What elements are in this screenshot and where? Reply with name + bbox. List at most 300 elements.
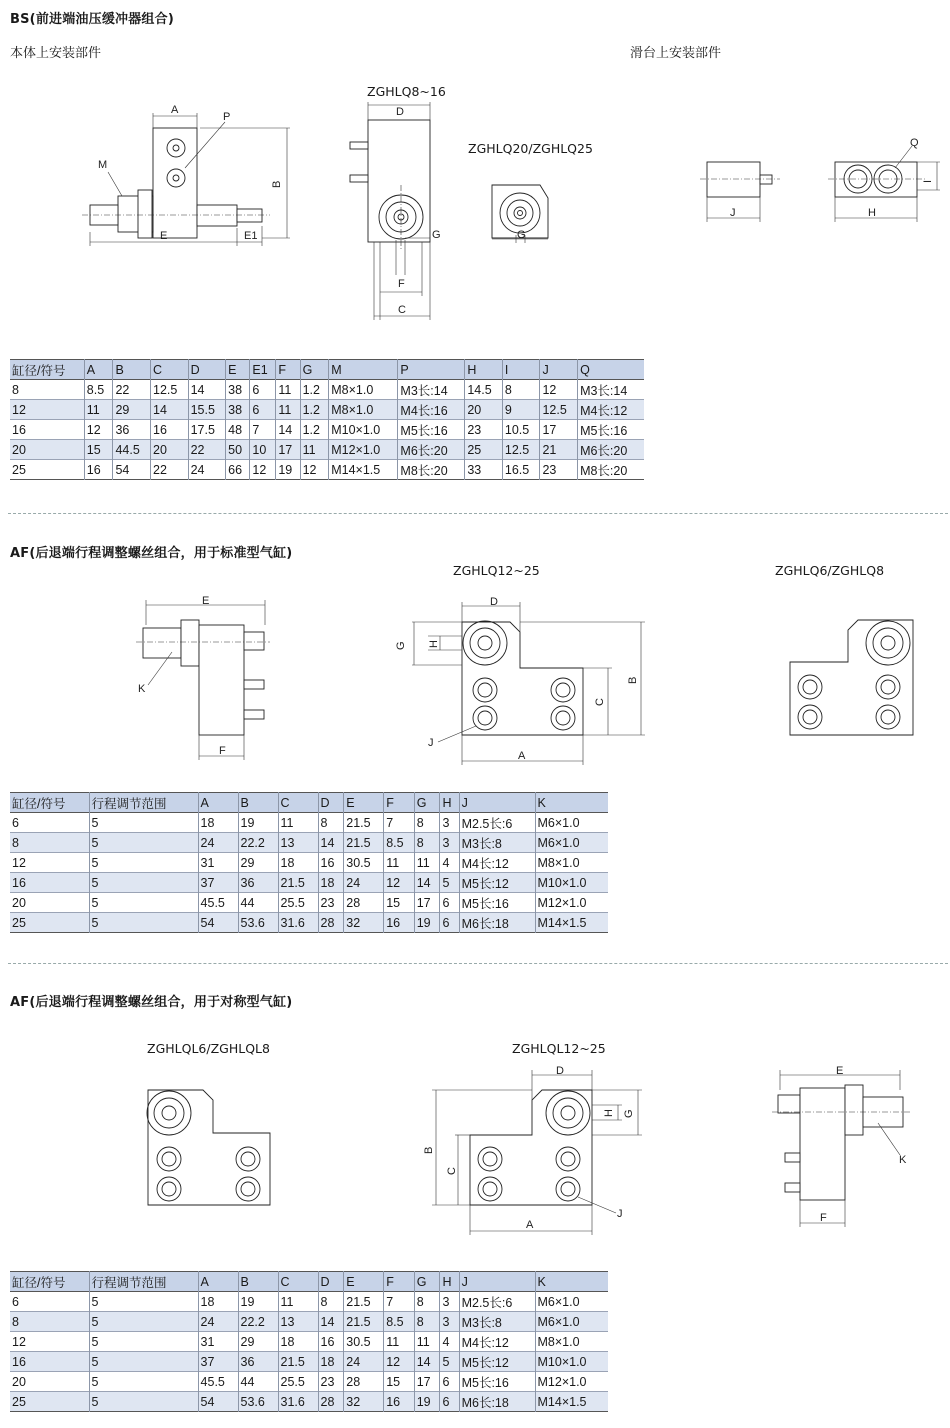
column-header: K (535, 793, 608, 813)
table-cell: 22 (113, 380, 151, 400)
table-cell: M3长:8 (459, 1312, 535, 1332)
table-cell: 8.5 (384, 833, 415, 853)
table-row (10, 1312, 608, 1332)
table-row (10, 833, 608, 853)
table-cell: 12 (12, 855, 26, 870)
af-std-model-a-drawing (395, 596, 645, 765)
table-row (10, 893, 608, 913)
column-header: E (226, 360, 250, 380)
table-row (10, 1352, 608, 1372)
table-cell: 45.5 (198, 893, 238, 913)
table-cell: 14 (414, 873, 440, 893)
column-header: B (238, 1272, 278, 1292)
table-cell: 21.5 (344, 1312, 384, 1332)
table-cell: 8.5 (84, 380, 113, 400)
column-header: A (84, 360, 113, 380)
table-cell: 12 (84, 420, 113, 440)
table-cell: 7 (384, 813, 415, 833)
svg-text:G: G (517, 229, 526, 241)
table-cell: 53.6 (238, 913, 278, 933)
table-cell: 20 (12, 895, 26, 910)
svg-text:P: P (223, 111, 231, 123)
table-cell: M12×1.0 (535, 1372, 608, 1392)
table-cell: M6长:18 (459, 1392, 535, 1412)
svg-text:F: F (820, 1212, 827, 1224)
table-cell: 24 (344, 873, 384, 893)
column-header: 缸径/符号 (12, 363, 66, 378)
bs-drawings (0, 0, 950, 350)
table-cell: 8 (318, 1292, 344, 1312)
table-cell: 3 (440, 833, 459, 853)
table-cell: 17 (540, 420, 578, 440)
table-cell: M14×1.5 (535, 913, 608, 933)
af-symmetric-spec-table (10, 1271, 608, 1412)
table-header-row (10, 360, 644, 380)
column-header: C (278, 1272, 318, 1292)
table-cell: 6 (440, 1372, 459, 1392)
section1-left-caption: 本体上安装部件 (10, 46, 102, 61)
table-cell: 21.5 (344, 1292, 384, 1312)
table-cell: 22.2 (238, 833, 278, 853)
table-cell: 23 (540, 460, 578, 480)
section2-model-a: ZGHLQ12~25 (453, 563, 540, 578)
table-cell: 16 (318, 853, 344, 873)
table-cell: 8 (414, 813, 440, 833)
table-cell: 10.5 (502, 420, 540, 440)
table-cell: 12.5 (151, 380, 189, 400)
table-cell: M2.5长:6 (459, 813, 535, 833)
table-cell: 5 (89, 813, 198, 833)
svg-text:D: D (490, 596, 498, 608)
af-std-model-b-drawing (790, 620, 913, 735)
table-cell: 4 (440, 1332, 459, 1352)
column-header: A (198, 793, 238, 813)
divider (8, 513, 948, 514)
svg-text:J: J (617, 1208, 623, 1220)
table-cell: 28 (318, 1392, 344, 1412)
table-cell: 24 (198, 833, 238, 853)
table-cell: 11 (278, 813, 318, 833)
column-header: E1 (250, 360, 276, 380)
table-cell: 3 (440, 1312, 459, 1332)
table-cell: 16 (12, 422, 26, 437)
table-cell: 24 (344, 1352, 384, 1372)
table-cell: 5 (89, 1352, 198, 1372)
column-header: J (459, 793, 535, 813)
table-cell: M3长:14 (578, 380, 644, 400)
table-cell: 54 (113, 460, 151, 480)
table-row (10, 380, 644, 400)
bs-model-b-drawing (492, 185, 548, 243)
table-cell: M4长:12 (459, 1332, 535, 1352)
table-cell: 23 (318, 1372, 344, 1392)
svg-text:I: I (922, 179, 934, 183)
svg-text:E1: E1 (244, 230, 258, 242)
svg-text:C: C (398, 304, 406, 316)
section1-model-b: ZGHLQ20/ZGHLQ25 (468, 141, 593, 156)
table-cell: 12 (250, 460, 276, 480)
table-cell: M6×1.0 (535, 833, 608, 853)
table-cell: 44 (238, 893, 278, 913)
table-cell: 8 (414, 1292, 440, 1312)
table-cell: 31.6 (278, 1392, 318, 1412)
section3-model-a: ZGHLQL6/ZGHLQL8 (147, 1041, 270, 1056)
table-cell: 14 (188, 380, 226, 400)
table-cell: 12 (384, 873, 415, 893)
column-header: E (344, 793, 384, 813)
table-cell: M2.5长:6 (459, 1292, 535, 1312)
section2-title: AF(后退端行程调整螺丝组合，用于标准型气缸) (10, 546, 293, 561)
table-cell: 23 (465, 420, 503, 440)
column-header: 缸径/符号 (12, 1275, 66, 1290)
table-cell: 1.2 (300, 400, 329, 420)
table-cell: 5 (89, 1372, 198, 1392)
svg-text:Q: Q (910, 137, 919, 149)
svg-text:A: A (526, 1219, 534, 1231)
table-cell: 19 (238, 813, 278, 833)
table-cell: 22 (151, 460, 189, 480)
column-header: G (414, 793, 440, 813)
column-header: D (318, 1272, 344, 1292)
svg-text:K: K (899, 1154, 907, 1166)
table-cell: 25.5 (278, 1372, 318, 1392)
table-cell: 31.6 (278, 913, 318, 933)
table-cell: 16 (318, 1332, 344, 1352)
table-cell: 12 (12, 402, 26, 417)
table-cell: 17 (414, 893, 440, 913)
table-cell: 16.5 (502, 460, 540, 480)
table-cell: 38 (226, 400, 250, 420)
table-cell: 14 (318, 833, 344, 853)
table-cell: 53.6 (238, 1392, 278, 1412)
table-cell: 8 (414, 1312, 440, 1332)
table-cell: M5长:16 (459, 1372, 535, 1392)
af-standard-spec-table (10, 792, 608, 933)
table-cell: M5长:12 (459, 873, 535, 893)
table-cell: 15 (384, 1372, 415, 1392)
table-cell: 6 (440, 1392, 459, 1412)
af-sym-model-b-drawing (423, 1065, 642, 1235)
table-header-row (10, 793, 608, 813)
table-cell: 6 (250, 400, 276, 420)
table-cell: 5 (89, 873, 198, 893)
table-cell: 8 (502, 380, 540, 400)
table-cell: 16 (384, 913, 415, 933)
table-cell: 54 (198, 913, 238, 933)
table-cell: 6 (12, 1294, 19, 1309)
table-cell: M14×1.5 (329, 460, 398, 480)
table-row (10, 460, 644, 480)
table-cell: M3长:8 (459, 833, 535, 853)
table-cell: 36 (113, 420, 151, 440)
svg-text:E: E (202, 595, 210, 607)
table-cell: 54 (198, 1392, 238, 1412)
table-cell: 16 (384, 1392, 415, 1412)
table-row (10, 420, 644, 440)
table-cell: M6长:18 (459, 913, 535, 933)
column-header: G (300, 360, 329, 380)
column-header: J (540, 360, 578, 380)
af-sym-side-drawing (772, 1065, 910, 1227)
table-cell: M3长:14 (398, 380, 465, 400)
table-cell: 24 (188, 460, 226, 480)
table-cell: 15 (384, 893, 415, 913)
table-cell: 21.5 (344, 813, 384, 833)
column-header: D (188, 360, 226, 380)
af-std-drawings (0, 580, 950, 785)
table-cell: 18 (198, 813, 238, 833)
table-cell: 25.5 (278, 893, 318, 913)
table-cell: 36 (238, 1352, 278, 1372)
table-cell: M10×1.0 (329, 420, 398, 440)
svg-text:G: G (432, 229, 441, 241)
svg-text:H: H (603, 1109, 615, 1117)
table-cell: M4长:12 (459, 853, 535, 873)
column-header: K (535, 1272, 608, 1292)
table-cell: 29 (238, 1332, 278, 1352)
section1-model-a: ZGHLQ8~16 (367, 84, 446, 99)
bs-model-a-drawing (350, 102, 441, 320)
table-cell: M5长:16 (578, 420, 644, 440)
table-cell: 19 (414, 1392, 440, 1412)
table-cell: 20 (12, 1374, 26, 1389)
table-cell: 31 (198, 1332, 238, 1352)
table-cell: 5 (89, 853, 198, 873)
svg-text:J: J (428, 737, 434, 749)
table-cell: 3 (440, 1292, 459, 1312)
table-cell: 28 (344, 1372, 384, 1392)
table-cell: 15.5 (188, 400, 226, 420)
table-cell: 17 (276, 440, 300, 460)
table-cell: M5长:12 (459, 1352, 535, 1372)
table-cell: 18 (198, 1292, 238, 1312)
table-cell: 6 (12, 815, 19, 830)
table-cell: M8×1.0 (535, 853, 608, 873)
table-cell: 14.5 (465, 380, 503, 400)
table-cell: 6 (440, 893, 459, 913)
svg-text:D: D (396, 106, 404, 118)
column-header: I (502, 360, 540, 380)
svg-text:A: A (518, 750, 526, 762)
svg-text:H: H (428, 640, 440, 648)
section1-right-caption: 滑台上安装部件 (630, 46, 722, 61)
table-cell: 25 (12, 462, 26, 477)
table-cell: 11 (384, 1332, 415, 1352)
table-cell: 11 (278, 1292, 318, 1312)
table-cell: M14×1.5 (535, 1392, 608, 1412)
table-cell: 14 (276, 420, 300, 440)
table-cell: M8×1.0 (535, 1332, 608, 1352)
table-cell: 1.2 (300, 380, 329, 400)
table-cell: 11 (84, 400, 113, 420)
table-cell: 18 (318, 873, 344, 893)
divider (8, 963, 948, 964)
table-cell: 21.5 (278, 1352, 318, 1372)
column-header: C (151, 360, 189, 380)
column-header: F (384, 793, 415, 813)
table-cell: 25 (12, 915, 26, 930)
table-row (10, 873, 608, 893)
table-cell: 11 (276, 380, 300, 400)
table-row (10, 813, 608, 833)
table-cell: 5 (89, 1332, 198, 1352)
table-cell: 14 (151, 400, 189, 420)
table-cell: 19 (238, 1292, 278, 1312)
table-cell: M6×1.0 (535, 1292, 608, 1312)
table-cell: 21.5 (344, 833, 384, 853)
table-row (10, 1392, 608, 1412)
table-cell: M6×1.0 (535, 813, 608, 833)
table-cell: 30.5 (344, 853, 384, 873)
table-cell: 8 (318, 813, 344, 833)
table-cell: 50 (226, 440, 250, 460)
svg-text:G: G (395, 641, 407, 650)
svg-text:E: E (160, 230, 168, 242)
table-cell: 7 (250, 420, 276, 440)
table-cell: 8.5 (384, 1312, 415, 1332)
svg-text:E: E (836, 1065, 844, 1077)
table-cell: 4 (440, 853, 459, 873)
table-cell: 5 (89, 1392, 198, 1412)
table-cell: 20 (12, 442, 26, 457)
table-cell: 11 (414, 1332, 440, 1352)
svg-text:B: B (271, 180, 283, 188)
table-cell: 12 (540, 380, 578, 400)
table-cell: 21.5 (278, 873, 318, 893)
table-cell: 5 (89, 1292, 198, 1312)
table-cell: 11 (414, 853, 440, 873)
table-cell: 14 (318, 1312, 344, 1332)
table-cell: 6 (250, 380, 276, 400)
svg-text:K: K (138, 683, 146, 695)
table-cell: 12.5 (502, 440, 540, 460)
section3-title: AF(后退端行程调整螺丝组合，用于对称型气缸) (10, 995, 293, 1010)
af-sym-model-a-drawing (147, 1090, 270, 1205)
table-cell: 16 (84, 460, 113, 480)
table-cell: 5 (89, 893, 198, 913)
table-row (10, 1372, 608, 1392)
section2-model-b: ZGHLQ6/ZGHLQ8 (775, 563, 885, 578)
table-row (10, 400, 644, 420)
table-row (10, 853, 608, 873)
table-row (10, 1332, 608, 1352)
table-cell: 8 (12, 1314, 19, 1329)
table-cell: M10×1.0 (535, 1352, 608, 1372)
table-cell: 29 (238, 853, 278, 873)
table-cell: 66 (226, 460, 250, 480)
table-cell: 37 (198, 873, 238, 893)
table-cell: 38 (226, 380, 250, 400)
column-header: J (459, 1272, 535, 1292)
table-cell: 22.2 (238, 1312, 278, 1332)
table-row (10, 1292, 608, 1312)
table-cell: 5 (89, 833, 198, 853)
table-cell: M6长:20 (578, 440, 644, 460)
table-cell: 6 (440, 913, 459, 933)
table-cell: 5 (89, 913, 198, 933)
svg-text:M: M (98, 159, 108, 171)
table-cell: 23 (318, 893, 344, 913)
table-cell: 44.5 (113, 440, 151, 460)
table-cell: 18 (278, 1332, 318, 1352)
table-cell: M4长:16 (398, 400, 465, 420)
bs-slide-drawing (700, 137, 940, 222)
svg-text:C: C (446, 1167, 458, 1175)
table-cell: M8长:20 (578, 460, 644, 480)
table-cell: 17.5 (188, 420, 226, 440)
table-cell: 32 (344, 1392, 384, 1412)
table-cell: 20 (465, 400, 503, 420)
bs-spec-table (10, 359, 644, 480)
table-cell: 1.2 (300, 420, 329, 440)
table-cell: M8长:20 (398, 460, 465, 480)
table-cell: 37 (198, 1352, 238, 1372)
table-cell: 8 (12, 835, 19, 850)
svg-text:D: D (556, 1065, 564, 1077)
table-cell: M5长:16 (398, 420, 465, 440)
column-header: 行程调节范围 (89, 1272, 198, 1292)
table-cell: 12 (384, 1352, 415, 1372)
table-cell: 20 (151, 440, 189, 460)
column-header: D (318, 793, 344, 813)
table-cell: 33 (465, 460, 503, 480)
svg-text:G: G (623, 1109, 635, 1118)
column-header: B (238, 793, 278, 813)
column-header: H (440, 793, 459, 813)
column-header: A (198, 1272, 238, 1292)
table-cell: 29 (113, 400, 151, 420)
column-header: H (465, 360, 503, 380)
section1-title: BS(前进端油压缓冲器组合) (10, 12, 174, 27)
column-header: E (344, 1272, 384, 1292)
label-A: A (171, 104, 179, 116)
table-cell: 18 (318, 1352, 344, 1372)
table-cell: 21 (540, 440, 578, 460)
svg-text:B: B (423, 1146, 435, 1154)
svg-text:F: F (219, 745, 226, 757)
table-cell: 8 (12, 382, 19, 397)
table-cell: 18 (278, 853, 318, 873)
table-cell: 14 (414, 1352, 440, 1372)
column-header: B (113, 360, 151, 380)
table-cell: 24 (198, 1312, 238, 1332)
table-cell: 13 (278, 833, 318, 853)
table-cell: 31 (198, 853, 238, 873)
table-cell: 45.5 (198, 1372, 238, 1392)
table-cell: 11 (276, 400, 300, 420)
table-cell: 15 (84, 440, 113, 460)
table-cell: 11 (384, 853, 415, 873)
table-cell: 19 (276, 460, 300, 480)
table-cell: 13 (278, 1312, 318, 1332)
table-cell: M8×1.0 (329, 380, 398, 400)
table-cell: 16 (12, 875, 26, 890)
table-cell: 36 (238, 873, 278, 893)
table-header-row (10, 1272, 608, 1292)
af-sym-drawings (0, 1055, 950, 1255)
svg-text:H: H (868, 207, 876, 219)
table-cell: M12×1.0 (535, 893, 608, 913)
column-header: M (329, 360, 398, 380)
table-cell: 28 (344, 893, 384, 913)
table-cell: M8×1.0 (329, 400, 398, 420)
table-cell: 48 (226, 420, 250, 440)
table-cell: M10×1.0 (535, 873, 608, 893)
svg-text:J: J (730, 207, 736, 219)
column-header: P (398, 360, 465, 380)
table-cell: 9 (502, 400, 540, 420)
table-cell: 16 (151, 420, 189, 440)
